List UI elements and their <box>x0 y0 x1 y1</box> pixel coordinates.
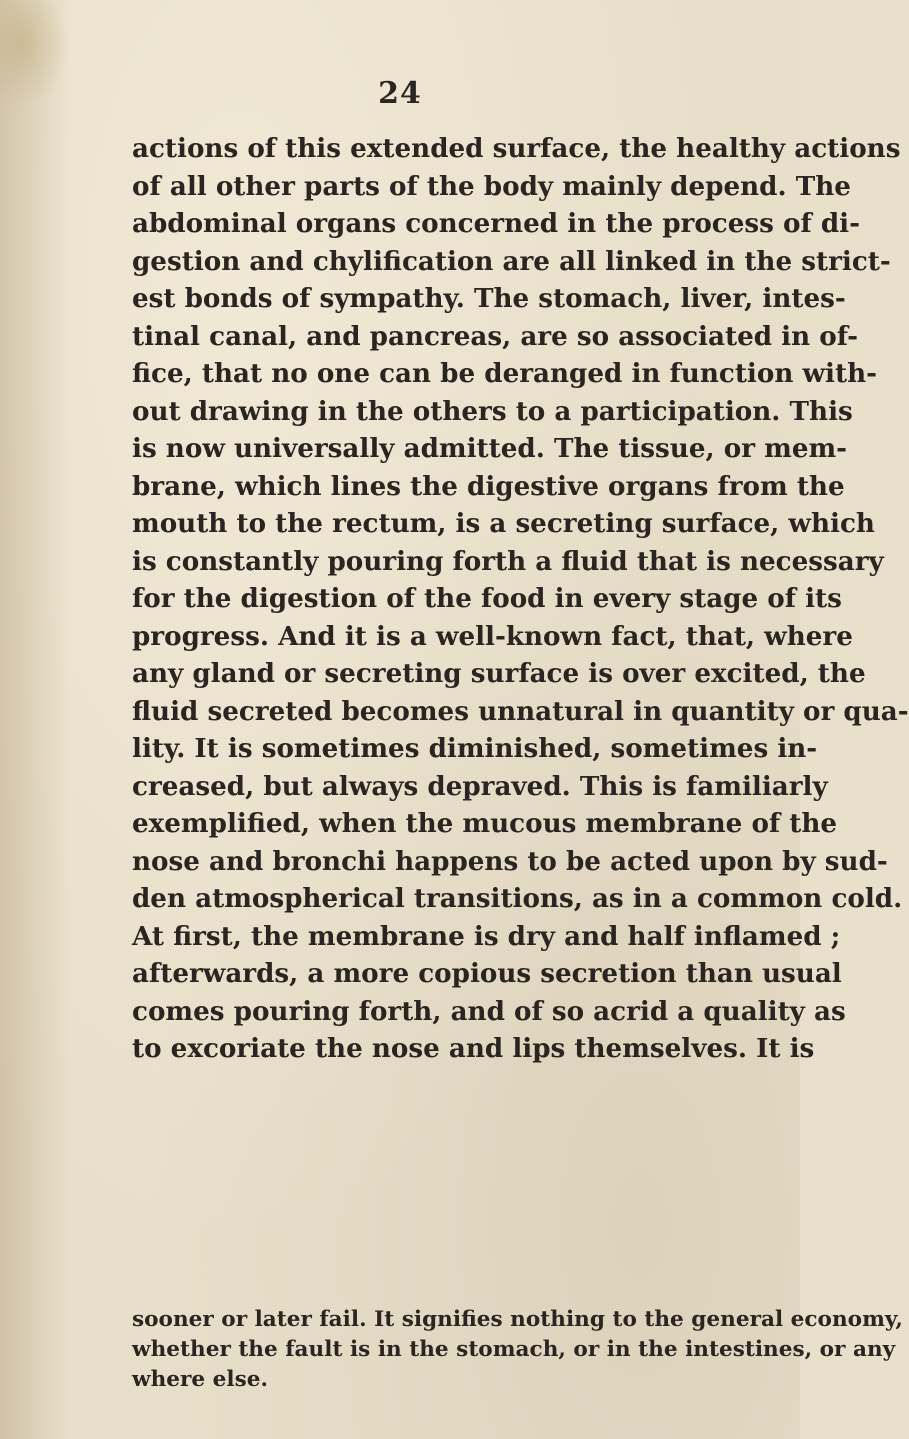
text-line: out drawing in the others to a participation. This <box>132 395 853 427</box>
text-line: mouth to the rectum, is a secreting surface, which <box>132 508 875 539</box>
page-edge-stain <box>0 0 70 1439</box>
text-line: progress. And it is a well-known fact, that, where <box>132 620 853 652</box>
text-line: est bonds of sympathy. The stomach, liver, intes- <box>132 283 846 314</box>
text-line: lity. It is sometimes diminished, sometimes in- <box>132 733 818 764</box>
main-text-block <box>132 130 909 1068</box>
page-number: 24 <box>378 76 422 111</box>
text-line: any gland or secreting surface is over excited, the <box>132 658 866 689</box>
text-line: At first, the membrane is dry and half inflamed ; <box>132 920 841 952</box>
text-line: den atmospherical transitions, as in a common cold. <box>132 883 903 914</box>
text-line: fice, that no one can be deranged in function with- <box>132 358 878 389</box>
text-line: creased, but always depraved. This is familiarly <box>132 770 828 802</box>
text-line: for the digestion of the food in every stage of its <box>132 583 842 614</box>
text-line: is now universally admitted. The tissue, or mem- <box>132 433 848 464</box>
text-line: to excoriate the nose and lips themselves. It is <box>132 1033 815 1064</box>
fine-print-block <box>132 1305 903 1395</box>
text-line: is constantly pouring forth a fluid that is necessary <box>132 545 884 577</box>
text-line: actions of this extended surface, the healthy actions <box>132 133 901 164</box>
text-line: nose and bronchi happens to be acted upon by sud- <box>132 845 888 877</box>
text-line: afterwards, a more copious secretion than usual <box>132 958 842 989</box>
fine-text-line: where else. <box>132 1367 269 1392</box>
fine-text-line: sooner or later fail. It signifies nothing to the general economy, <box>132 1307 903 1332</box>
text-line: abdominal organs concerned in the process of di- <box>132 208 860 239</box>
text-line: fluid secreted becomes unnatural in quantity or qua- <box>132 695 909 727</box>
text-line: exemplified, when the mucous membrane of the <box>132 808 838 839</box>
fine-text-line: whether the fault is in the stomach, or in the intestines, or any <box>132 1337 896 1362</box>
text-line: brane, which lines the digestive organs from the <box>132 470 845 502</box>
text-line: gestion and chylification are all linked in the strict- <box>132 245 891 277</box>
text-line: of all other parts of the body mainly depend. The <box>132 170 851 202</box>
text-line: comes pouring forth, and of so acrid a quality as <box>132 995 846 1027</box>
text-line: tinal canal, and pancreas, are so associated in of- <box>132 320 858 352</box>
